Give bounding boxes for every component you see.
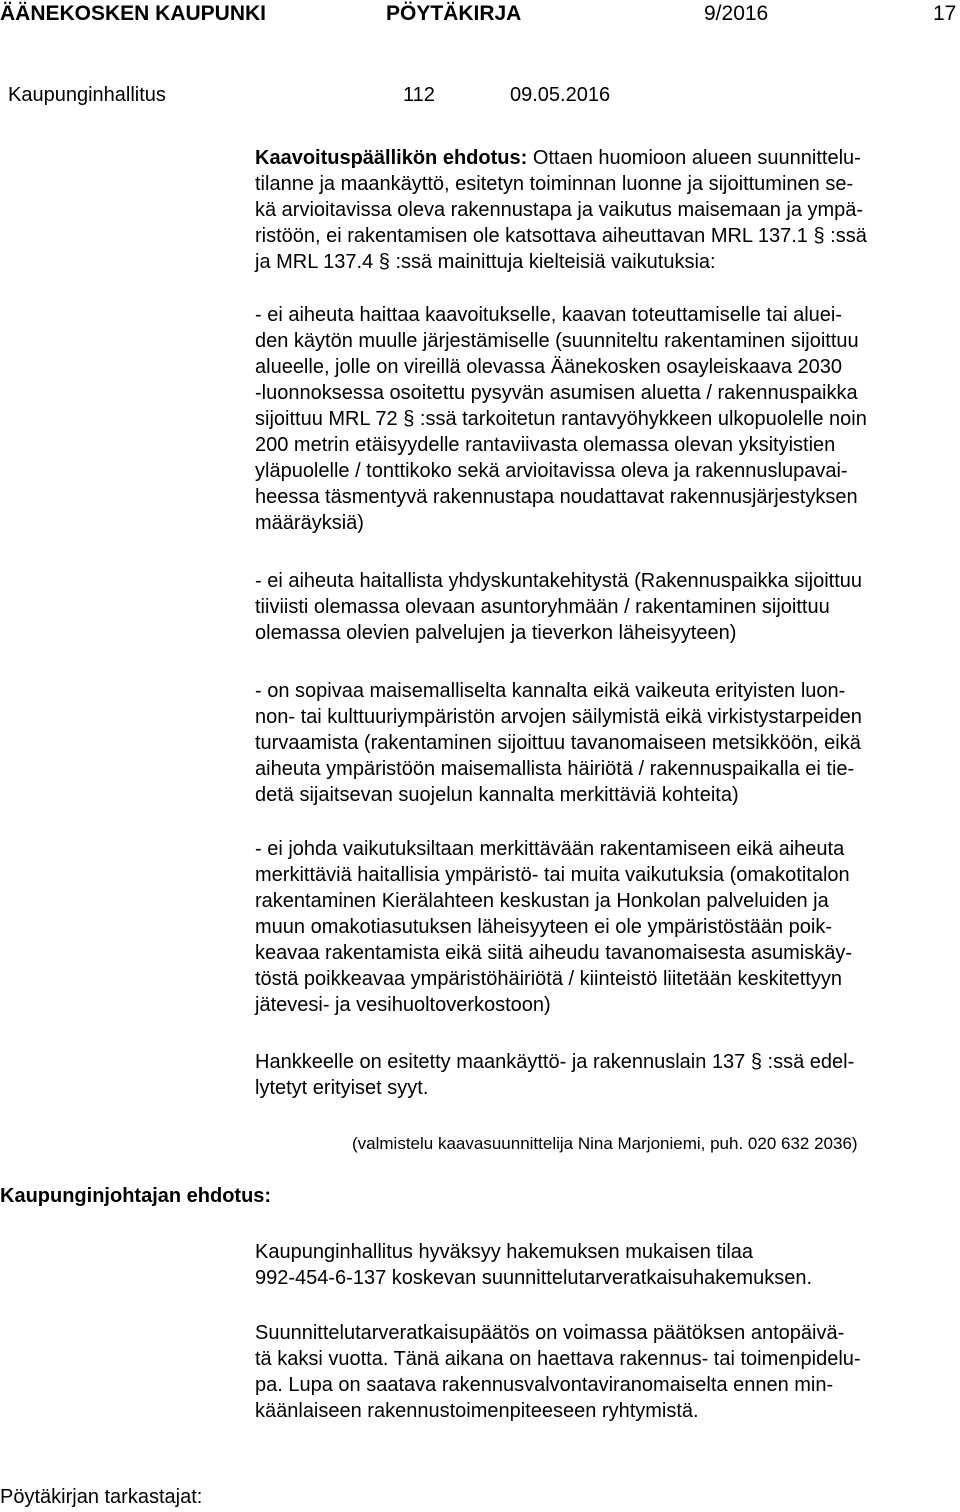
impact-line: detä sijaitsevan suojelun kannalta merkittäviä kohteita) (255, 784, 739, 806)
document-type: PÖYTÄKIRJA (386, 2, 522, 25)
impact-line: - ei aiheuta haittaa kaavoitukselle, kaavan toteuttamiselle tai aluei- (255, 304, 843, 326)
mayor-line: käänlaiseen rakennustoimenpiteeseen ryhtymistä. (255, 1400, 699, 1422)
section-number: 112 (403, 84, 435, 106)
conclusion-line: lytetyt erityiset syyt. (255, 1077, 429, 1099)
mayor-line: Kaupunginhallitus hyväksyy hakemuksen mukaisen tilaa (255, 1241, 754, 1263)
impact-line: - on sopivaa maisemalliselta kannalta eikä vaikeuta erityisten luon- (255, 680, 846, 702)
mayor-line: tä kaksi vuotta. Tänä aikana on haettava rakennus- tai toimenpidelu- (255, 1348, 861, 1370)
impact-line: non- tai kulttuuriympäristön arvojen säilymistä eikä virkistystarpeiden (255, 706, 862, 728)
impact-line: olemassa olevien palvelujen ja tieverkon läheisyyteen) (255, 622, 737, 644)
proposal-line: tilanne ja maankäyttö, esitetyn toiminnan luonne ja sijoittuminen se- (255, 173, 854, 195)
impact-line: jätevesi- ja vesihuoltoverkostoon) (255, 994, 551, 1016)
impact-line: turvaamista (rakentaminen sijoittuu tavanomaiseen metsikköön, eikä (255, 732, 861, 754)
proposal-label: Kaavoituspäällikön ehdotus: (255, 147, 528, 169)
impact-line: yläpuolelle / tonttikoko sekä arvioitavissa oleva ja rakennuslupavai- (255, 460, 848, 482)
impact-line: alueelle, jolle on vireillä olevassa Äänekosken osayleiskaava 2030 (255, 356, 843, 378)
meeting-body: Kaupunginhallitus (8, 84, 166, 106)
org-name: ÄÄNEKOSKEN KAUPUNKI (0, 2, 267, 25)
impact-line: den käytön muulle järjestämiselle (suunniteltu rakentaminen sijoittuu (255, 330, 859, 352)
mayor-line: 992-454-6-137 koskevan suunnittelutarveratkaisuhakemuksen. (255, 1267, 813, 1289)
mayor-line: pa. Lupa on saatava rakennusvalvontaviranomaiselta ennen min- (255, 1374, 834, 1396)
impact-line: 200 metrin etäisyydelle rantaviivasta olemassa olevan yksityistien (255, 434, 836, 456)
impact-line: -luonnoksessa osoitettu pysyvän asumisen aluetta / rakennuspaikka (255, 382, 858, 404)
impact-line: - ei aiheuta haitallista yhdyskuntakehitystä (Rakennuspaikka sijoittuu (255, 570, 863, 592)
minutes-reviewers-label: Pöytäkirjan tarkastajat: (0, 1486, 203, 1508)
proposal-line: ristöön, ei rakentamisen ole katsottava aiheuttavan MRL 137.1 § :ssä (255, 225, 867, 247)
impact-line: rakentaminen Kierälahteen keskustan ja Honkolan palveluiden ja (255, 890, 829, 912)
issue-number: 9/2016 (704, 2, 769, 25)
mayor-line: Suunnittelutarveratkaisupäätös on voimassa päätöksen antopäivä- (255, 1322, 845, 1344)
impact-line: määräyksiä) (255, 512, 364, 534)
impact-line: töstä poikkeavaa ympäristöhäiriötä / kiinteistö liitetään keskitettyyn (255, 968, 842, 990)
impact-line: - ei johda vaikutuksiltaan merkittävään rakentamiseen eikä aiheuta (255, 838, 845, 860)
impact-line: heessa täsmentyvä rakennustapa noudattavat rakennusjärjestyksen (255, 486, 858, 508)
impact-line: muun omakotiasutuksen läheisyyteen ei ole ympäristöstään poik- (255, 916, 832, 938)
mayor-proposal-label: Kaupunginjohtajan ehdotus: (0, 1185, 272, 1207)
impact-line: keavaa rakentamista eikä siitä aiheudu tavanomaisesta asumiskäy- (255, 942, 852, 964)
proposal-first-line (255, 145, 861, 171)
conclusion-line: Hankkeelle on esitetty maankäyttö- ja rakennuslain 137 § :ssä edel- (255, 1051, 855, 1073)
preparer-note: (valmistelu kaavasuunnittelija Nina Marjoniemi, puh. 020 632 2036) (352, 1134, 858, 1153)
proposal-line: kä arvioitavissa oleva rakennustapa ja vaikutus maisemaan ja ympä- (255, 199, 864, 221)
page-number: 17 (933, 2, 957, 25)
proposal-line: ja MRL 137.4 § :ssä mainittuja kielteisiä vaikutuksia: (255, 251, 716, 273)
impact-line: aiheuta ympäristöön maisemallista häiriötä / rakennuspaikalla ei tie- (255, 758, 855, 780)
impact-line: merkittäviä haitallisia ympäristö- tai muita vaikutuksia (omakotitalon (255, 864, 850, 886)
meeting-date: 09.05.2016 (510, 84, 611, 106)
impact-line: tiiviisti olemassa olevaan asuntoryhmään / rakentaminen sijoittuu (255, 596, 830, 618)
proposal-line: Ottaen huomioon alueen suunnittelu- (527, 147, 861, 169)
impact-line: sijoittuu MRL 72 § :ssä tarkoitetun rantavyöhykkeen ulkopuolelle noin (255, 408, 867, 430)
